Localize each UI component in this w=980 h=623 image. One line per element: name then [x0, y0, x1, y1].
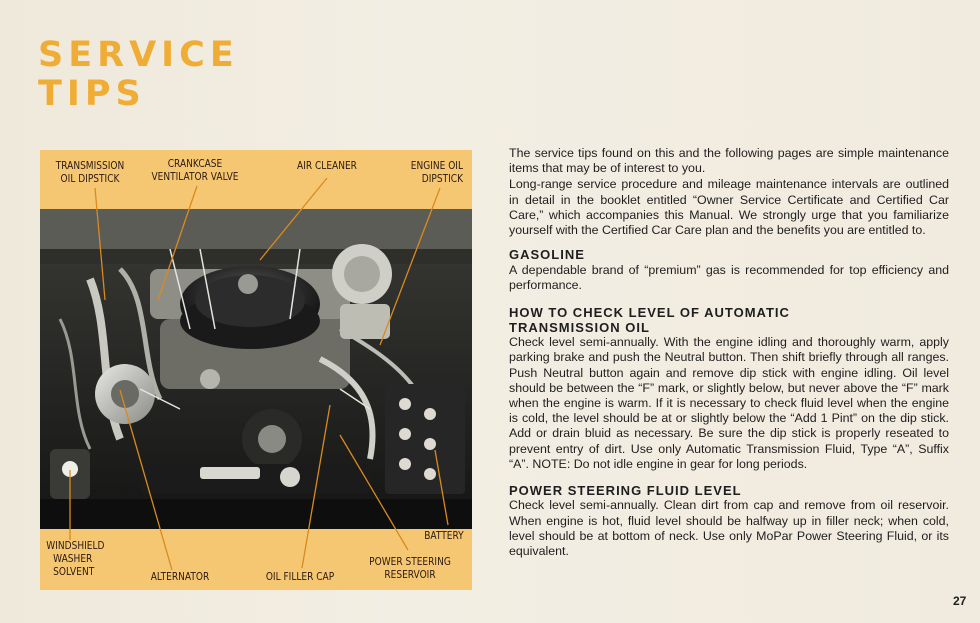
callout-crankcase-valve-line-2: VENTILATOR VALVE: [151, 171, 239, 183]
title-line-2: TIPS: [38, 74, 146, 114]
callout-power-steering-reservoir: [358, 556, 461, 582]
gasoline-section: [509, 248, 949, 293]
callout-washer-solvent: [46, 540, 123, 579]
callout-transmission-dipstick-line-1: TRANSMISSION: [55, 160, 125, 172]
engine-photo: [40, 209, 472, 529]
callout-oil-filler-cap-line-1: OIL FILLER CAP: [265, 571, 335, 583]
callout-engine-oil-dipstick: [377, 160, 463, 186]
callout-power-steering-reservoir-line-1: POWER STEERING: [369, 556, 451, 568]
transmission-heading-line-1: HOW TO CHECK LEVEL OF AUTOMATIC: [509, 305, 790, 321]
callout-oil-filler-cap: [248, 571, 351, 584]
intro-paragraph-2: Long-range service procedure and mileage maintenance intervals are outlined in detail in the booklet entitled “Owner Service Certificate and Certified Car Care,” which accompanies this Manual. We strongly urge that you familiarize yourself with the Certified Car Care plan and the benefits you are entitled to.: [509, 177, 949, 238]
callout-transmission-dipstick-line-2: OIL DIPSTICK: [60, 173, 120, 185]
callout-battery: [386, 530, 463, 543]
callout-alternator-line-1: ALTERNATOR: [150, 571, 210, 583]
callout-air-cleaner-line-1: AIR CLEANER: [297, 160, 357, 172]
callout-battery-line-1: BATTERY: [424, 530, 464, 542]
engine-illustration: [40, 209, 472, 529]
title-line-1: SERVICE: [38, 35, 239, 75]
engine-diagram: [40, 150, 472, 590]
callout-washer-solvent-line-3: SOLVENT: [53, 566, 95, 578]
callout-crankcase-valve: [139, 158, 251, 184]
callout-power-steering-reservoir-line-2: RESERVOIR: [384, 569, 436, 581]
transmission-heading: [509, 306, 949, 335]
callout-transmission-dipstick: [47, 160, 133, 186]
page-number: 27: [953, 594, 967, 608]
callout-washer-solvent-line-2: WASHER: [53, 553, 93, 565]
callout-crankcase-valve-line-1: CRANKCASE: [167, 158, 223, 170]
gasoline-body: A dependable brand of “premium” gas is recommended for top efficiency and performance.: [509, 262, 949, 292]
intro-paragraph-1: The service tips found on this and the following pages are simple maintenance items that may be of interest to you.: [509, 146, 949, 176]
transmission-section: [509, 306, 949, 472]
service-tips-text: [509, 146, 949, 559]
power-steering-heading: POWER STEERING FLUID LEVEL: [509, 482, 742, 498]
power-steering-section: [509, 484, 949, 559]
callout-engine-oil-dipstick-line-2: DIPSTICK: [421, 173, 463, 185]
transmission-body: Check level semi-annually. With the engine idling and thoroughly warm, apply parking brake and push the Neutral button. Then shift briefly through all ranges. Push Neutral button again and remove dip stick with engine idling. Oil level should be between the “F” mark, or slightly below, but never above the “F” mark when the engine is warm. If it is necessary to check fluid level when the engine is cold, the level should be at or slightly below the “Add 1 Pint” on the dip stick. Add or drain bluid as necessary. Be sure the dip stick is properly reseated to prevent entry of dirt. Use only Automatic Transmission Fluid, Type “A”, Suffix “A”. NOTE: Do not idle engine in gear for long periods.: [509, 335, 949, 471]
callout-engine-oil-dipstick-line-1: ENGINE OIL: [410, 160, 463, 172]
callout-air-cleaner: [275, 160, 378, 173]
gasoline-heading: GASOLINE: [509, 247, 585, 263]
page-title: [38, 36, 239, 114]
transmission-heading-line-2: TRANSMISSION OIL: [509, 319, 650, 335]
power-steering-body: Check level semi-annually. Clean dirt from cap and remove from oil reservoir. When engine is hot, fluid level should be halfway up in filler neck; when cold, level should be at bottom of neck. Use only MoPar Power Steering Fluid, or its equivalent.: [509, 498, 949, 559]
callout-washer-solvent-line-1: WINDSHIELD: [46, 540, 105, 552]
callout-alternator: [137, 571, 223, 584]
